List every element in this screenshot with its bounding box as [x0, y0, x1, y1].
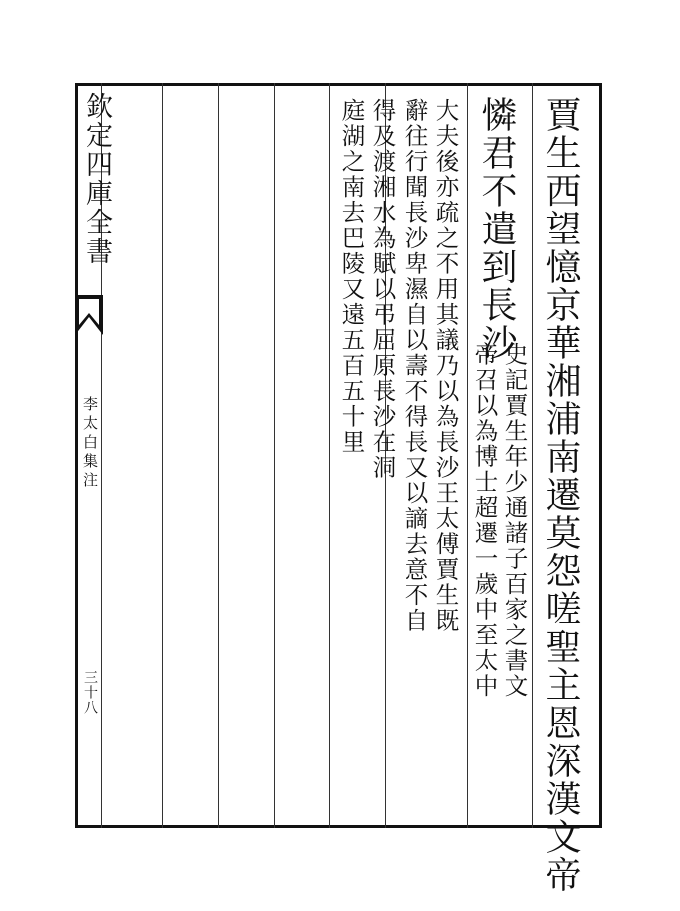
commentary-column: 大夫後亦疏之不用其議乃以為長沙王太傅賈生既 — [431, 98, 460, 634]
commentary-column: 史記賈生年少通諸子百家之書文 — [500, 342, 529, 699]
page-number: 三十八 — [82, 670, 98, 715]
fish-tail-mark-icon — [75, 295, 103, 335]
column-rule — [162, 83, 163, 828]
column-rule — [467, 83, 468, 828]
column-rule — [329, 83, 330, 828]
column-rule — [532, 83, 533, 828]
commentary-column: 庭湖之南去巴陵又遠五百五十里 — [337, 98, 366, 455]
commentary-column: 辭往行聞長沙卑濕自以壽不得長又以謫去意不自 — [400, 98, 429, 634]
commentary-column: 帝召以為博士超遷一歲中至太中 — [470, 342, 499, 699]
poem-line-1: 賈生西望憶京華湘浦南遷莫怨嗟聖主恩深漢文帝 — [540, 96, 581, 894]
book-title: 欽定四庫全書 — [81, 92, 112, 266]
chapter-title: 李太白集注 — [81, 396, 99, 491]
column-rule — [274, 83, 275, 828]
commentary-column: 得及渡湘水為賦以弔屈原長沙在洞 — [368, 98, 397, 481]
column-rule — [218, 83, 219, 828]
poem-line-2: 憐君不遣到長沙 — [476, 96, 517, 362]
